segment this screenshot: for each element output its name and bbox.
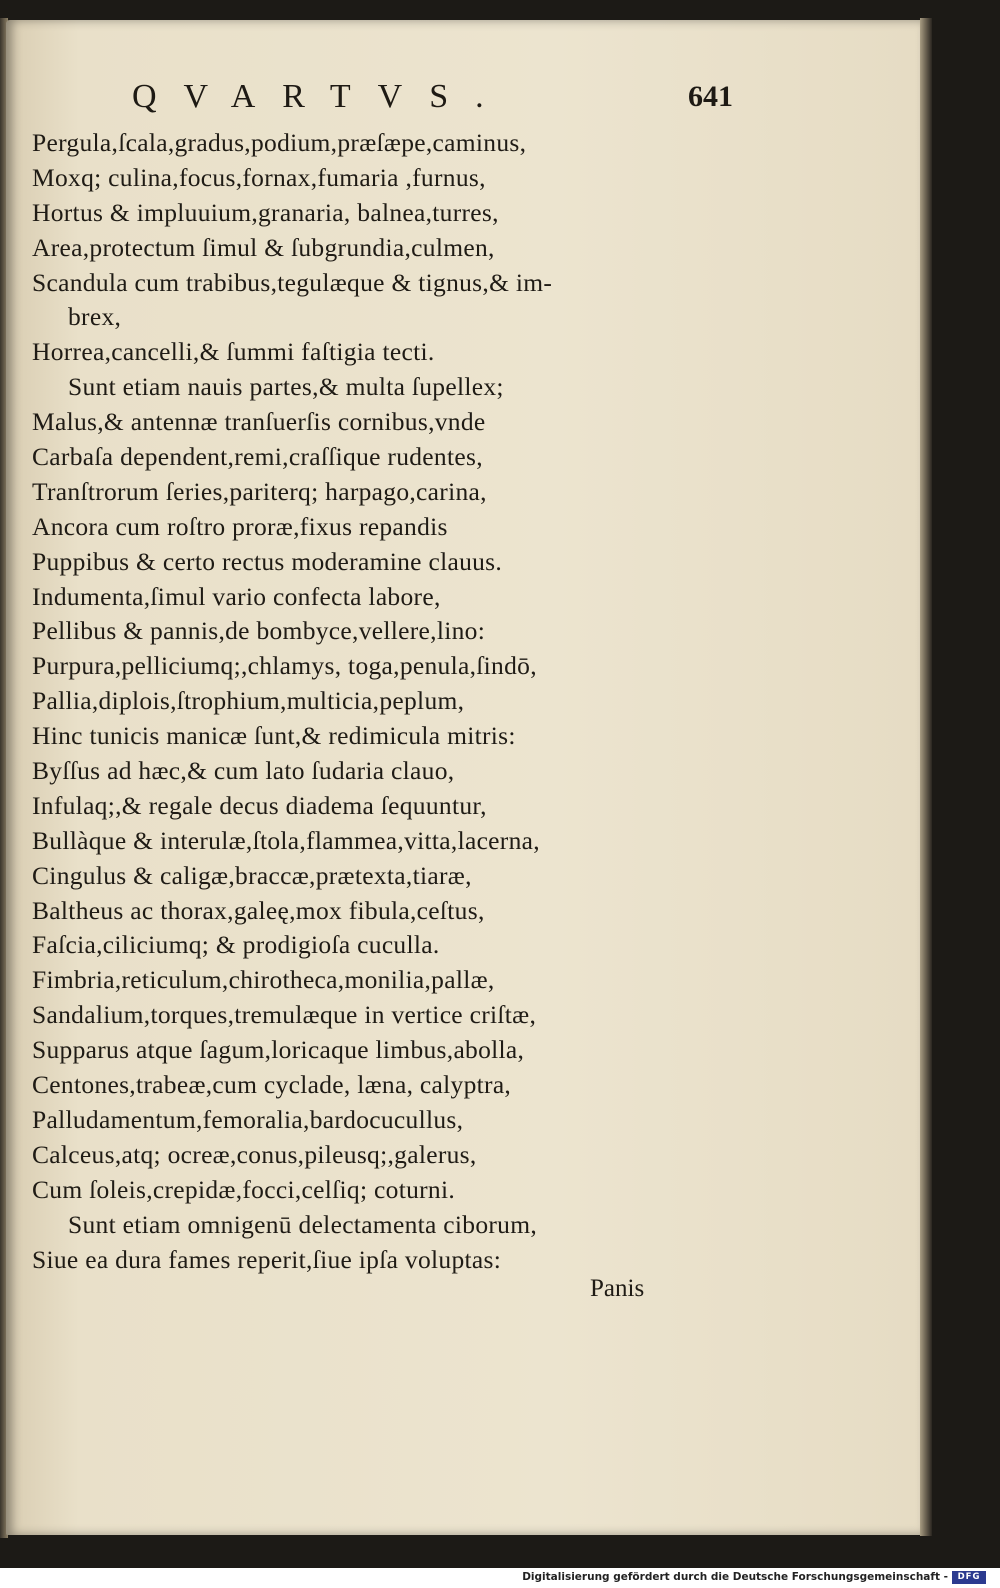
page-number: 641 [688,80,733,113]
verse-line: Calceus,atq; ocreæ,conus,pileusq;,galerus, [32,1139,477,1169]
verse-line: Area,protectum ſimul & ſubgrundia,culmen, [32,232,495,262]
verse-line: Carbaſa dependent,remi,craſſique rudentes, [32,442,483,472]
verse-line: Moxq; culina,focus,fornax,fumaria ,furnus, [32,162,486,192]
verse-line: brex, [68,302,122,332]
verse-line: Malus,& antennæ tranſuerſis cornibus,vnde [32,407,486,437]
verse-line: Baltheus ac thorax,galeę,mox fibula,ceſtus, [32,895,485,925]
verse-block [32,126,692,1277]
verse-line: Hinc tunicis manicæ ſunt,& redimicula mitris: [32,721,516,751]
running-head-title: QVARTVS. [132,78,511,115]
verse-line: Horrea,cancelli,& ſummi faſtigia tecti. [32,337,435,367]
verse-line: Pellibus & pannis,de bombyce,vellere,lino: [32,616,486,646]
dfg-logo: DFG [952,1571,986,1584]
verse-line: Faſcia,ciliciumq; & prodigioſa cuculla. [32,930,440,960]
verse-line: Centones,trabeæ,cum cyclade, læna, calyptra, [32,1070,512,1100]
verse-line: Cingulus & caligæ,braccæ,prætexta,tiaræ, [32,860,472,890]
verse-line: Pergula,ſcala,gradus,podium,præſæpe,caminus, [32,128,527,157]
verse-line: Byſſus ad hæc,& cum lato ſudaria clauo, [32,756,455,786]
verse-line: Pallia,diplois,ſtrophium,multicia,peplum, [32,686,465,716]
running-head [0,78,1000,118]
verse-line: Sunt etiam omnigenū delectamenta ciborum, [68,1209,538,1239]
verse-line: Siue ea dura fames reperit,ſiue ipſa voluptas: [32,1244,502,1274]
verse-line: Bullàque & interulæ,ſtola,flammea,vitta,lacerna, [32,825,540,855]
verse-line: Tranſtrorum ſeries,pariterq; harpago,carina, [32,476,487,506]
verse-line: Supparus atque ſagum,loricaque limbus,abolla, [32,1035,525,1065]
verse-line: Purpura,pelliciumq;,chlamys, toga,penula,ſindō, [32,651,537,681]
page-edge [920,18,932,1536]
verse-line: Cum ſoleis,crepidæ,focci,celſiq; coturni. [32,1174,456,1204]
verse-line: Palludamentum,femoralia,bardocucullus, [32,1104,464,1134]
verse-line: Sunt etiam nauis partes,& multa ſupellex; [68,372,504,402]
verse-line: Hortus & impluuium,granaria, balnea,turres, [32,197,499,227]
verse-line: Indumenta,ſimul vario confecta labore, [32,581,441,611]
verse-line: Fimbria,reticulum,chirotheca,monilia,pallæ, [32,965,495,995]
verse-line: Ancora cum roſtro proræ,fixus repandis [32,511,448,541]
verse-line: Infulaq;,& regale decus diadema ſequuntur, [32,790,487,820]
verse-line: Sandalium,torques,tremulæque in vertice criſtæ, [32,1000,537,1030]
catchword: Panis [590,1275,645,1302]
verse-line: Puppibus & certo rectus moderamine clauus. [32,546,503,576]
digitization-credit: Digitalisierung gefördert durch die Deutsche Forschungsgemeinschaft - [522,1571,948,1583]
verse-line: Scandula cum trabibus,tegulæque & tignus,& im- [32,267,553,297]
